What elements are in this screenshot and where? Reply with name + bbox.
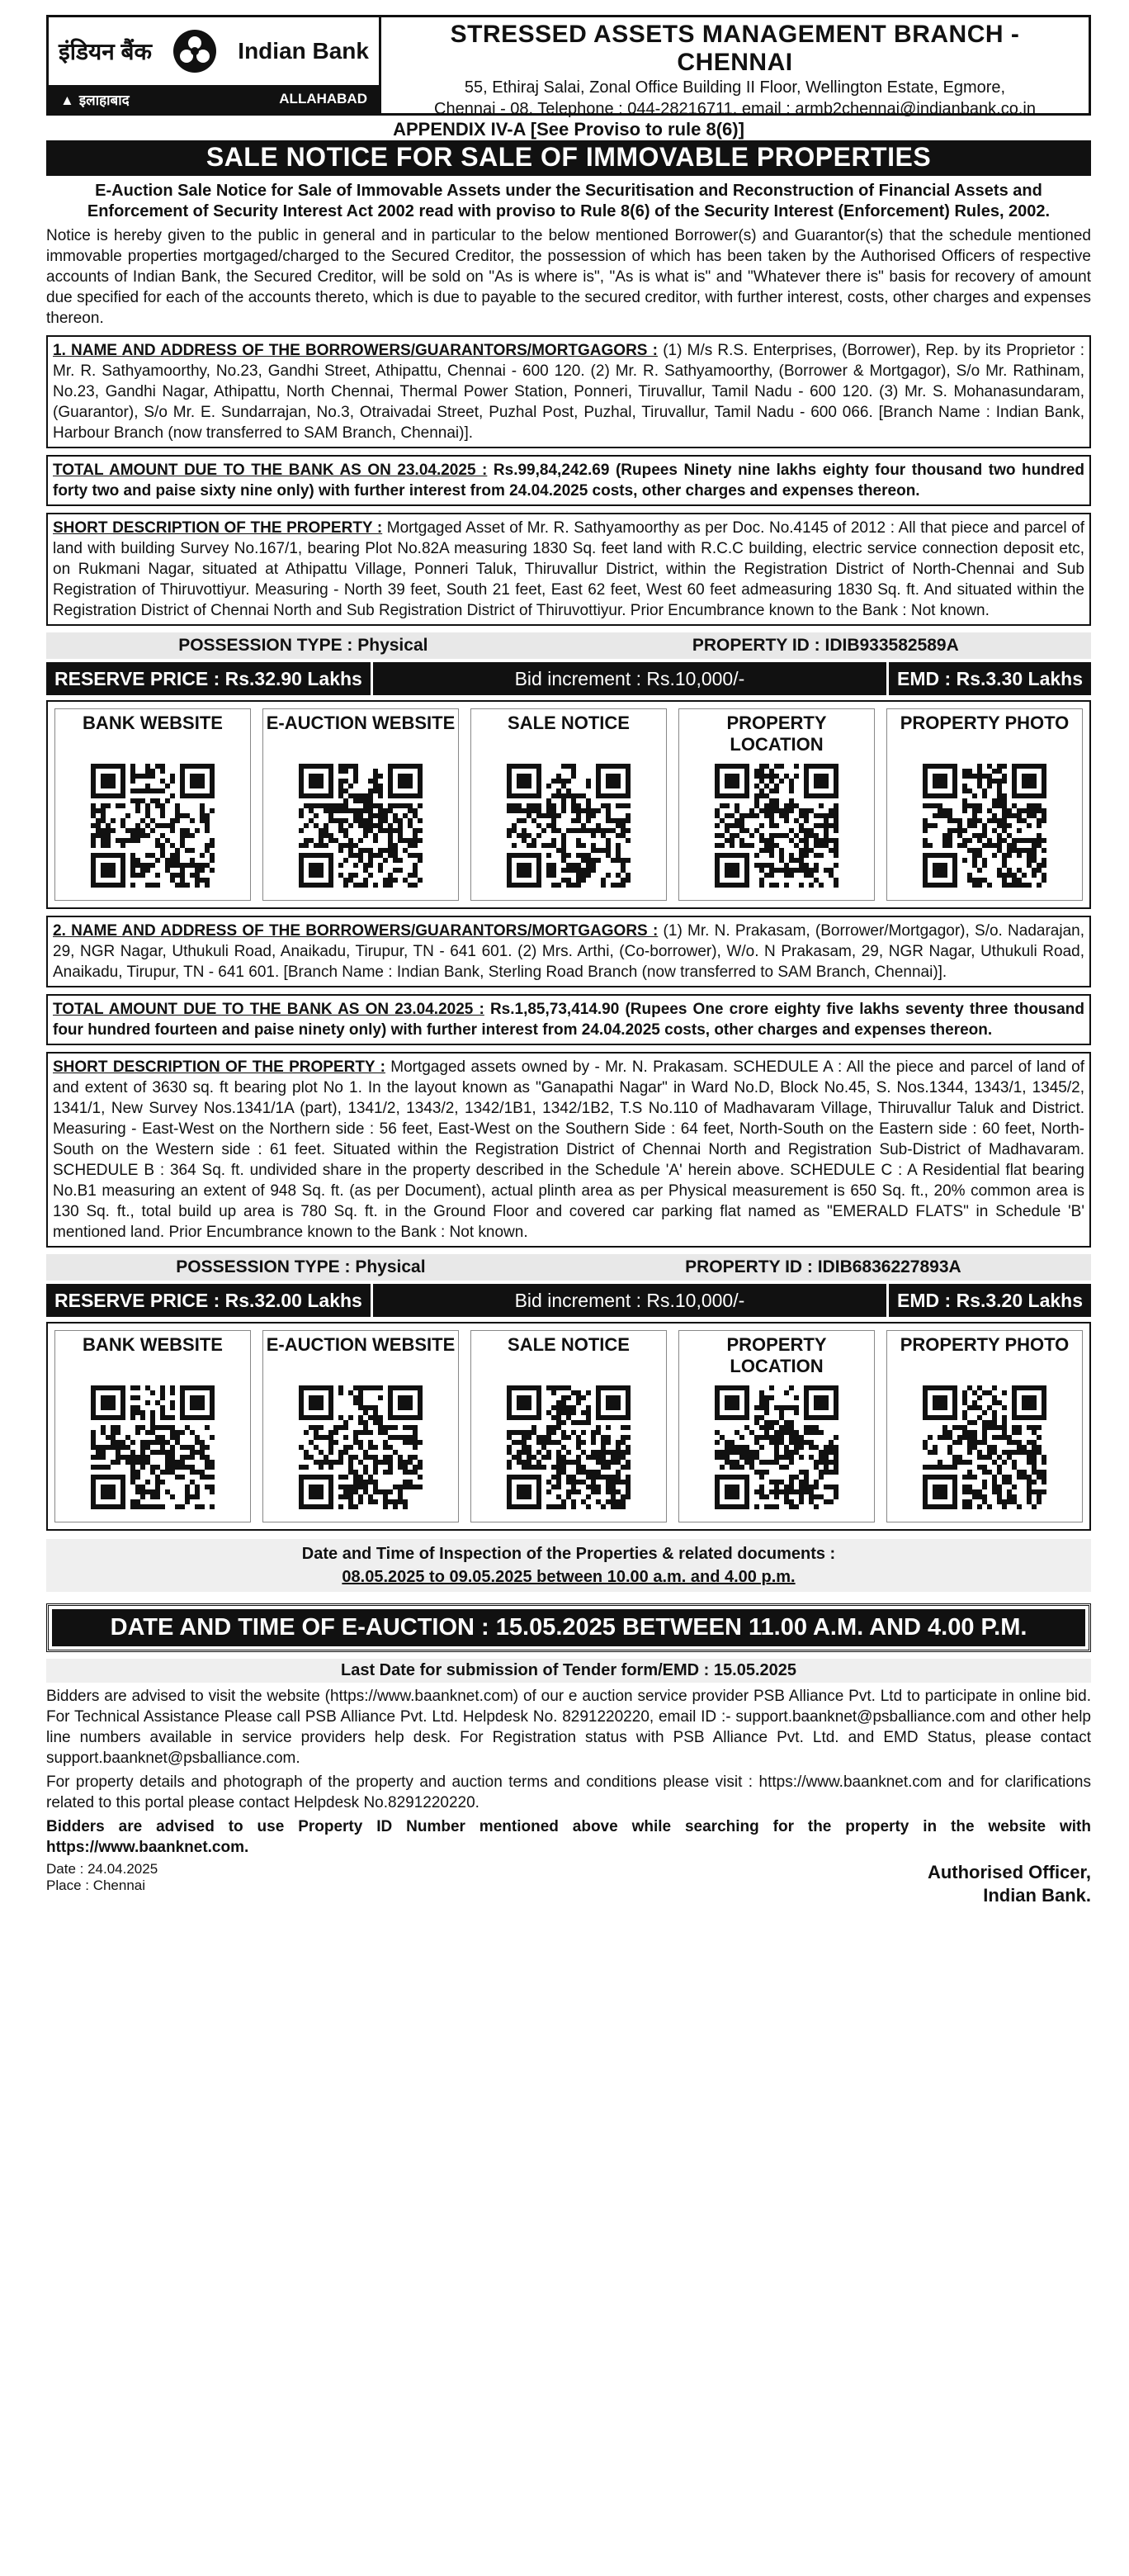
notice-text: Notice is hereby given to the public in general and in particular to the below mentioned Borrower(s) and Guarantor(s) that the schedule mentioned immovable properties mortgaged/charged to the Secured Creditor, the possession of which has been taken by the Authorised Officers of respective accounts of Indian Bank, the Secured Creditor, will be sold on "As is where is", "As is what is" and "Whatever there is" basis for recovery of amount due specified for each of the accounts thereto, which is due to payable to the secured creditor, with further interest, costs, other charges and expenses thereon. — [46, 227, 1091, 327]
qr-code-icon — [299, 1385, 423, 1509]
sale-notice-page — [46, 15, 1091, 2558]
notice-place: Place : Chennai — [46, 1878, 146, 1893]
property-id: PROPERTY ID : IDIB6836227893A — [685, 1257, 961, 1276]
logo-hindi-sub: ▲ इलाहाबाद — [60, 92, 130, 108]
inspection-dates — [46, 1539, 1091, 1592]
auction-date-box — [46, 1603, 1091, 1652]
qr-property-photo[interactable]: PROPERTY PHOTO — [886, 1330, 1083, 1522]
possession-type: POSSESSION TYPE : Physical — [176, 1257, 426, 1276]
instruction-2: For property details and photograph of the property and auction terms and conditions please visit : https://www.baanknet.com and for clarifications related to this portal please contact Helpdesk No.8291220220. — [46, 1773, 1091, 1811]
qr-code-row-1 — [46, 700, 1091, 909]
triangle-icon: ▲ — [60, 92, 74, 108]
reserve-price: RESERVE PRICE : Rs.32.00 Lakhs — [54, 1289, 362, 1311]
qr-code-icon — [91, 1385, 215, 1509]
qr-code-row-2 — [46, 1322, 1091, 1531]
notice-banner: SALE NOTICE FOR SALE OF IMMOVABLE PROPERTIES — [46, 140, 1091, 176]
qr-bank-website[interactable]: BANK WEBSITE — [54, 1330, 251, 1522]
qr-sale-notice[interactable]: SALE NOTICE — [470, 1330, 667, 1522]
qr-code-icon — [715, 764, 838, 888]
inspection-heading: Date and Time of Inspection of the Properties & related documents : — [301, 1545, 836, 1563]
qr-code-icon — [299, 764, 423, 888]
qr-property-photo[interactable]: PROPERTY PHOTO — [886, 708, 1083, 901]
price-bar-1 — [46, 662, 1091, 695]
qr-code-icon — [91, 764, 215, 888]
bid-increment: Bid increment : Rs.10,000/- — [371, 662, 889, 695]
auction-date: DATE AND TIME OF E-AUCTION : 15.05.2025 BETWEEN 11.00 A.M. AND 4.00 P.M. — [52, 1609, 1085, 1646]
qr-sale-notice[interactable]: SALE NOTICE — [470, 708, 667, 901]
bid-increment: Bid increment : Rs.10,000/- — [371, 1284, 889, 1317]
emd-amount: EMD : Rs.3.20 Lakhs — [897, 1289, 1083, 1311]
reserve-price: RESERVE PRICE : Rs.32.90 Lakhs — [54, 667, 362, 689]
bank-logo — [49, 17, 381, 113]
property-id: PROPERTY ID : IDIB933582589A — [692, 636, 959, 655]
qr-code-icon — [507, 764, 631, 888]
possession-type: POSSESSION TYPE : Physical — [178, 636, 428, 655]
branch-address-line-2: Chennai - 08. Telephone : 044-28216711. email : armb2chennai@indianbank.co.in — [434, 100, 1036, 118]
branch-title: STRESSED ASSETS MANAGEMENT BRANCH - CHENNAI — [450, 21, 1020, 76]
qr-eauction-website[interactable]: E-AUCTION WEBSITE — [262, 1330, 459, 1522]
possession-row-2 — [46, 1254, 1091, 1281]
intro-heading: E-Auction Sale Notice for Sale of Immovable Assets under the Securitisation and Reconstruction of Financial Assets and Enforcement of Security Interest Act 2002 read with proviso to Rule 8(6) of the Security Interest (Enforcement) Rules, 2002. — [87, 182, 1051, 220]
qr-property-location[interactable]: PROPERTY LOCATION — [678, 1330, 875, 1522]
price-bar-2 — [46, 1284, 1091, 1317]
property-description-2: SHORT DESCRIPTION OF THE PROPERTY : Mortgaged assets owned by - Mr. N. Prakasam. SCHEDULE A : All the piece and parcel of land of and extent of 3630 sq. ft bearing plot No 1. In the layout known as "Ganapathi Nagar" in Ward No.D, Block No.45, S. Nos.1344, 1343/1, 1345/2, 1341/1, New Survey Nos.1341/1A (part), 1341/2, 1343/2, 1342/1B1, 1342/1B2, T.S No.110 of Madhavaram Village, Thiruvallur Taluk and District. Measuring - East-West on the Northern side : 56 feet, East-West on the Southern Side : 64 feet, North-South on the Eastern side : 60 feet, North-South on the Western side : 61 feet. Situated within the Registration District of Chennai North and Registration Sub-District of Madhavaram. SCHEDULE B : 364 Sq. ft. undivided share in the property described in the Schedule 'A' herein above. SCHEDULE C : A Residential flat bearing No.B1 measuring an extent of 948 Sq. ft. (as per Document), actual plinth area as per Physical measurement is 650 Sq. ft., 20% common area is 130 Sq. ft., total build up area is 780 Sq. ft. in the Ground Floor and covered car parking flat named as "EMERALD FLATS" in Schedule 'B' mentioned land. Prior Encumbrance known to the Bank : Not known. — [46, 1052, 1091, 1248]
tender-last-date: Last Date for submission of Tender form/EMD : 15.05.2025 — [46, 1659, 1091, 1683]
logo-hindi-text: इंडियन बैंक — [59, 39, 153, 64]
header — [46, 15, 1091, 116]
logo-sub: ALLAHABAD — [279, 91, 367, 107]
logo-english-text: Indian Bank — [238, 38, 369, 64]
qr-code-icon — [923, 764, 1046, 888]
borrowers-section-1: 1. NAME AND ADDRESS OF THE BORROWERS/GUARANTORS/MORTGAGORS : (1) M/s R.S. Enterprises, (Borrower), Rep. by its Proprietor : Mr. R. Sathyamoorthy, No.23, Gandhi Street, Athipattu, Chennai - 600 120. (2) Mr. R. Sathyamoorthy, (Borrower & Mortgagor), S/o Mr. Rathinam, No.23, Gandhi Nagar, Athipattu, North Chennai, Thermal Power Station, Ponneri, Tiruvallur, Tamil Nadu - 600 120. (3) Mr. S. Mohanasundaram, (Guarantor), S/o Mr. E. Sundarrajan, No.3, Otraivadai Street, Puzhal Post, Puzhal, Tiruvallur, Tamil Nadu - 600 066. [Branch Name : Indian Bank, Harbour Branch (now transferred to SAM Branch, Chennai)]. — [46, 335, 1091, 448]
qr-code-icon — [715, 1385, 838, 1509]
branch-address-line-1: 55, Ethiraj Salai, Zonal Office Building II Floor, Wellington Estate, Egmore, — [464, 78, 1006, 97]
footer — [46, 1861, 1091, 1907]
appendix-reference: APPENDIX IV-A [See Proviso to rule 8(6)] — [393, 119, 744, 140]
borrowers-section-2: 2. NAME AND ADDRESS OF THE BORROWERS/GUARANTORS/MORTGAGORS : (1) Mr. N. Prakasam, (Borrower/Mortgagor), S/o. Nadarajan, 29, NGR Nagar, Uthukuli Road, Anaikadu, Tirupur, TN - 641 601. (2) Mrs. Arthi, (Co-borrower), W/o. N Prakasam, 29, NGR Nagar, Uthukuli Road, Anaikadu, Tirupur, TN - 641 601. [Branch Name : Indian Bank, Sterling Road Branch (now transferred to SAM Branch, Chennai)]. — [46, 916, 1091, 987]
amount-due-section-2: TOTAL AMOUNT DUE TO THE BANK AS ON 23.04.2025 : Rs.1,85,73,414.90 (Rupees One crore eighty five lakhs seventy three thousand four hundred fourteen and paise ninety only) with further interest from 24.04.2025 costs, other charges and expenses thereon. — [46, 994, 1091, 1045]
emd-amount: EMD : Rs.3.30 Lakhs — [897, 667, 1083, 689]
qr-property-location[interactable]: PROPERTY LOCATION — [678, 708, 875, 901]
instruction-1: Bidders are advised to visit the website (https://www.baanknet.com) of our e auction service provider PSB Alliance Pvt. Ltd to participate in online bid. For Technical Assistance Please call PSB Alliance Pvt. Ltd. Helpdesk No. 8291220220, email ID :- support.baanknet@psballiance.com and other help line numbers available in service providers help desk. For Registration status with PSB Alliance Pvt. Ltd. and EMD Status, please contact support.baanknet@psballiance.com. — [46, 1688, 1091, 1767]
property-description-1: SHORT DESCRIPTION OF THE PROPERTY : Mortgaged Asset of Mr. R. Sathyamoorthy as per Doc. No.4145 of 2012 : All that piece and parcel of land with building Survey No.167/1, bearing Plot No.82A measuring 1830 Sq. feet land with R.C.C building, electric service connection deposit etc, on Rukmani Nagar, situated at Athipattu Village, Ponneri Taluk, Thiruvallur District, within the Registration District of North-Chennai and Sub Registration of Thiruvottiyur. Measuring - North 39 feet, South 21 feet, East 62 feet, West 60 feet admeasuring 1830 Sq. ft. And situated within the Registration District of Chennai North and Sub Registration District of Thiruvottiyur. Prior Encumbrance known to the Bank : Not known. — [46, 513, 1091, 626]
qr-bank-website[interactable]: BANK WEBSITE — [54, 708, 251, 901]
qr-code-icon — [923, 1385, 1046, 1509]
signature-block: Authorised Officer, Indian Bank. — [927, 1862, 1091, 1906]
possession-row-1 — [46, 632, 1091, 659]
qr-code-icon — [507, 1385, 631, 1509]
notice-date: Date : 24.04.2025 — [46, 1861, 158, 1877]
qr-eauction-website[interactable]: E-AUCTION WEBSITE — [262, 708, 459, 901]
inspection-period: 08.05.2025 to 09.05.2025 between 10.00 a.m. and 4.00 p.m. — [342, 1568, 796, 1586]
instruction-3: Bidders are advised to use Property ID Number mentioned above while searching for the property in the website with https://www.baanknet.com. — [46, 1818, 1091, 1856]
indian-bank-logo-icon — [172, 28, 218, 74]
amount-due-section-1: TOTAL AMOUNT DUE TO THE BANK AS ON 23.04.2025 : Rs.99,84,242.69 (Rupees Ninety nine lakhs eighty four thousand two hundred forty two and paise sixty nine only) with further interest from 24.04.2025 costs, other charges and expenses thereon. — [46, 455, 1091, 506]
